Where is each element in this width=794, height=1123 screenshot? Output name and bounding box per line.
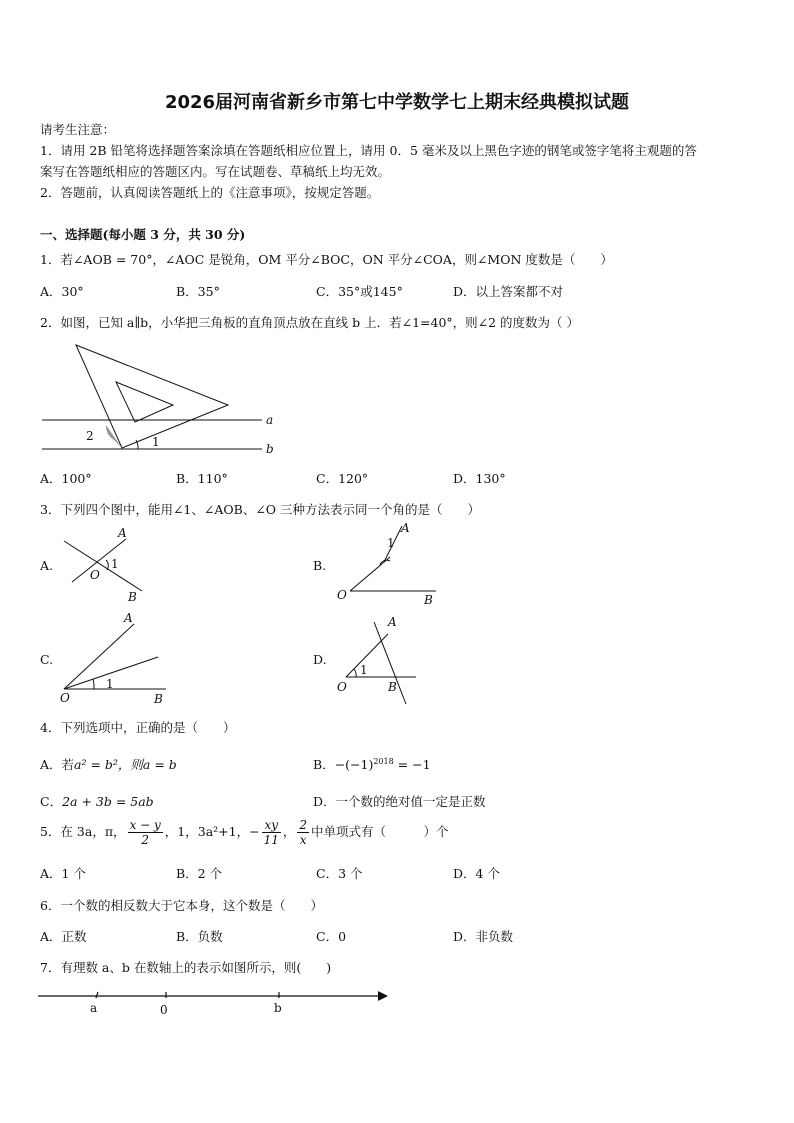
q7-number-line: [36, 985, 396, 1020]
q2-option-d[interactable]: D．130°: [453, 471, 506, 486]
q3-option-c[interactable]: C.: [40, 652, 54, 667]
svg-text:A: A: [124, 611, 133, 625]
label-b: b: [266, 442, 274, 456]
q4-option-d[interactable]: D．一个数的绝对值一定是正数: [313, 794, 486, 809]
q5-frac-1: $\frac{x - y}{2}$: [129, 818, 161, 847]
label-a: a: [90, 1001, 98, 1015]
q3-option-a[interactable]: A.: [40, 558, 54, 573]
q2-option-c[interactable]: C．120°: [316, 471, 369, 486]
svg-text:1: 1: [106, 677, 114, 691]
svg-text:1: 1: [111, 557, 119, 571]
q5-option-c[interactable]: C．3 个: [316, 866, 363, 881]
svg-text:O: O: [337, 588, 347, 602]
q1-option-b[interactable]: B．35°: [176, 284, 220, 299]
q5-frac-2: $\frac{xy}{11}$: [263, 818, 279, 847]
svg-text:A: A: [388, 615, 397, 629]
q4-stem: 4．下列选项中，正确的是（ ）: [40, 720, 236, 735]
q3-figure-b: [334, 520, 444, 610]
q6-option-c[interactable]: C．0: [316, 929, 347, 944]
angle-2-mark: [106, 425, 122, 448]
page-title: 2026届河南省新乡市第七中学数学七上期末经典模拟试题: [164, 92, 630, 113]
q5-option-a[interactable]: A．1 个: [40, 866, 86, 881]
notice-item2: 2．答题前，认真阅读答题纸上的《注意事项》，按规定答题。: [40, 185, 380, 200]
q3-figure-d: [334, 612, 434, 707]
notice-heading: 请考生注意：: [40, 122, 116, 137]
q4-option-c[interactable]: C．2a + 3b = 5ab: [40, 794, 154, 809]
triangle-ruler-inner: [116, 382, 173, 422]
q3-option-d[interactable]: D.: [313, 652, 327, 667]
q5-stem: 5．在 3a，π， $\frac{x - y}{2}$ ，1，3a²+1，− $\frac{xy}{11}$ ， $\frac{2}{x}$ 中单项式有（ ）个: [40, 818, 449, 847]
q5-option-d[interactable]: D．4 个: [453, 866, 500, 881]
q3-figure-c: [58, 610, 178, 710]
svg-text:B: B: [388, 680, 397, 694]
q6-option-a[interactable]: A．正数: [40, 929, 87, 944]
q6-stem: 6．一个数的相反数大于它本身，这个数是（ ）: [40, 898, 323, 913]
q3-figure-a: [58, 525, 148, 605]
svg-text:1: 1: [387, 536, 395, 550]
notice-item1-line1: 1．请用 2B 铅笔将选择题答案涂填在答题纸相应位置上，请用 0．5 毫米及以上黑色字迹的钢笔或签字笔将主观题的答: [40, 143, 697, 158]
q2-figure: [40, 340, 290, 460]
q1-option-d[interactable]: D．以上答案都不对: [453, 284, 564, 299]
svg-text:B: B: [128, 590, 137, 604]
q4-option-a[interactable]: A．若a² = b²，则a = b: [40, 757, 177, 772]
label-1: 1: [152, 435, 160, 449]
svg-text:O: O: [90, 568, 100, 582]
q5-frac-3: $\frac{2}{x}$: [299, 818, 308, 847]
svg-text:B: B: [424, 593, 433, 607]
svg-text:B: B: [154, 692, 163, 706]
q3-stem: 3．下列四个图中，能用∠1、∠AOB、∠O 三种方法表示同一个角的是（ ）: [40, 502, 481, 517]
q1-stem: 1．若∠AOB = 70°，∠AOC 是锐角，OM 平分∠BOC，ON 平分∠COA，则∠MON 度数是（ ）: [40, 252, 613, 267]
q3-option-b[interactable]: B.: [313, 558, 327, 573]
svg-text:A: A: [401, 521, 410, 535]
svg-text:1: 1: [360, 663, 368, 677]
q1-option-a[interactable]: A．30°: [40, 284, 84, 299]
q2-stem: 2．如图，已知 a∥b，小华把三角板的直角顶点放在直线 b 上．若∠1=40°，则∠2 的度数为（ ）: [40, 315, 580, 330]
label-a: a: [266, 413, 274, 427]
label-zero: 0: [160, 1003, 168, 1017]
q1-option-c[interactable]: C．35°或145°: [316, 284, 403, 299]
label-2: 2: [86, 429, 94, 443]
q5-option-b[interactable]: B．2 个: [176, 866, 223, 881]
section-heading: 一、选择题(每小题 3 分，共 30 分): [40, 227, 246, 242]
q6-option-d[interactable]: D．非负数: [453, 929, 514, 944]
notice-item1-line2: 案写在答题纸相应的答题区内。写在试题卷、草稿纸上均无效。: [40, 164, 391, 179]
svg-text:A: A: [118, 526, 127, 540]
q2-option-a[interactable]: A．100°: [40, 471, 92, 486]
svg-text:O: O: [337, 680, 347, 694]
label-b: b: [274, 1001, 282, 1015]
svg-text:O: O: [60, 691, 70, 705]
q6-option-b[interactable]: B．负数: [176, 929, 223, 944]
q2-option-b[interactable]: B．110°: [176, 471, 228, 486]
q4-option-b[interactable]: B．$-(-1)^{2018} = -1$: [313, 756, 431, 772]
q7-stem: 7．有理数 a、b 在数轴上的表示如图所示，则( ): [40, 960, 332, 975]
